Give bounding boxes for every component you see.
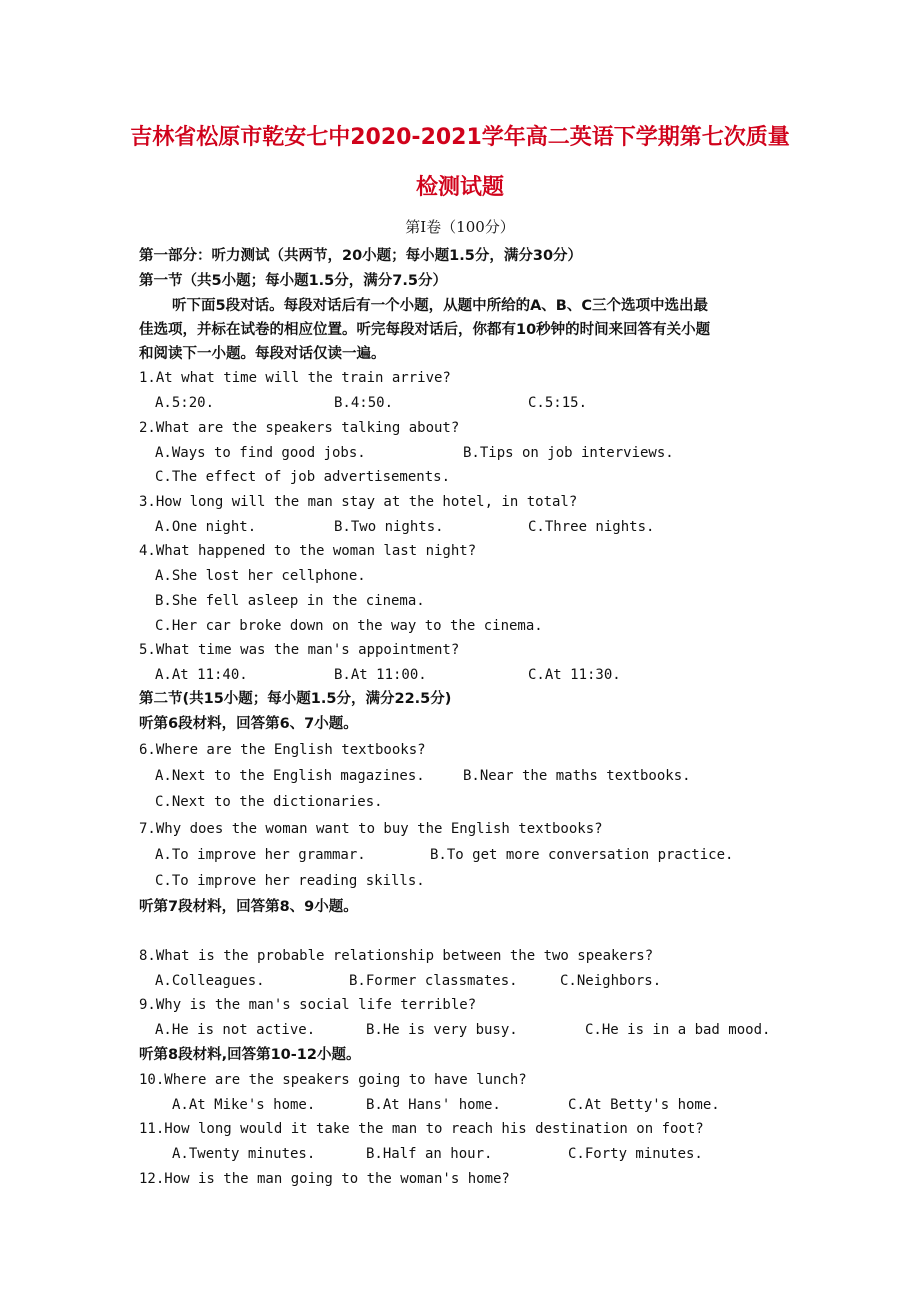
option-c: C.To improve her reading skills. — [155, 873, 425, 889]
instruction-line: 和阅读下一小题。每段对话仅读一遍。 — [139, 346, 386, 362]
instruction-line: 听下面5段对话。每段对话后有一个小题，从题中所给的A、B、C三个选项中选出最 — [172, 298, 709, 314]
option-a: A.Next to the English magazines. — [155, 768, 425, 784]
option-a: A.5:20. — [155, 395, 215, 411]
option-a: A.He is not active. — [155, 1022, 316, 1038]
option-c: C.5:15. — [528, 395, 588, 411]
question-1: 1.At what time will the train arrive? — [139, 370, 451, 386]
option-a: A.At Mike's home. — [172, 1097, 316, 1113]
option-b: B.Tips on job interviews. — [463, 445, 674, 461]
option-a: A.Ways to find good jobs. — [155, 445, 366, 461]
option-a: A.She lost her cellphone. — [155, 568, 366, 584]
material-6-heading: 听第6段材料，回答第6、7小题。 — [139, 716, 358, 732]
option-b: B.To get more conversation practice. — [430, 847, 734, 863]
option-a: A.Colleagues. — [155, 973, 265, 989]
volume-label: 第Ⅰ卷（100分） — [405, 218, 515, 236]
part1-heading: 第一部分：听力测试（共两节，20小题；每小题1.5分，满分30分） — [139, 248, 583, 264]
option-c: C.Forty minutes. — [568, 1146, 703, 1162]
question-7: 7.Why does the woman want to buy the English textbooks? — [139, 821, 603, 837]
option-c: C.Next to the dictionaries. — [155, 794, 383, 810]
option-b: B.Near the maths textbooks. — [463, 768, 691, 784]
option-b: B.He is very busy. — [366, 1022, 518, 1038]
option-c: C.The effect of job advertisements. — [155, 469, 451, 485]
option-c: C.Her car broke down on the way to the cinema. — [155, 618, 543, 634]
question-3: 3.How long will the man stay at the hotel, in total? — [139, 494, 578, 510]
option-b: B.At 11:00. — [334, 667, 427, 683]
option-b: B.Half an hour. — [366, 1146, 493, 1162]
option-c: C.Three nights. — [528, 519, 655, 535]
option-b: B.At Hans' home. — [366, 1097, 501, 1113]
option-b: B.Former classmates. — [349, 973, 518, 989]
option-c: C.Neighbors. — [560, 973, 662, 989]
section1-heading: 第一节（共5小题；每小题1.5分，满分7.5分） — [139, 273, 447, 289]
option-b: B.Two nights. — [334, 519, 444, 535]
question-9: 9.Why is the man's social life terrible? — [139, 997, 477, 1013]
option-b: B.She fell asleep in the cinema. — [155, 593, 425, 609]
option-c: C.At Betty's home. — [568, 1097, 720, 1113]
instruction-line: 佳选项，并标在试卷的相应位置。听完每段对话后，你都有10秒钟的时间来回答有关小题 — [139, 322, 711, 338]
question-8: 8.What is the probable relationship between the two speakers? — [139, 948, 654, 964]
exam-title-line1: 吉林省松原市乾安七中2020-2021学年高二英语下学期第七次质量 — [130, 125, 790, 150]
option-a: A.At 11:40. — [155, 667, 248, 683]
option-a: A.To improve her grammar. — [155, 847, 366, 863]
option-c: C.He is in a bad mood. — [585, 1022, 771, 1038]
question-2: 2.What are the speakers talking about? — [139, 420, 460, 436]
question-6: 6.Where are the English textbooks? — [139, 742, 426, 758]
question-12: 12.How is the man going to the woman's home? — [139, 1171, 510, 1187]
option-b: B.4:50. — [334, 395, 394, 411]
material-7-heading: 听第7段材料，回答第8、9小题。 — [139, 899, 358, 915]
section2-heading: 第二节(共15小题；每小题1.5分，满分22.5分) — [139, 691, 452, 707]
question-5: 5.What time was the man's appointment? — [139, 642, 460, 658]
option-a: A.Twenty minutes. — [172, 1146, 316, 1162]
option-c: C.At 11:30. — [528, 667, 621, 683]
question-4: 4.What happened to the woman last night? — [139, 543, 477, 559]
option-a: A.One night. — [155, 519, 257, 535]
question-10: 10.Where are the speakers going to have lunch? — [139, 1072, 527, 1088]
exam-title-line2: 检测试题 — [415, 175, 504, 200]
question-11: 11.How long would it take the man to reach his destination on foot? — [139, 1121, 704, 1137]
material-8-heading: 听第8段材料,回答第10-12小题。 — [139, 1047, 361, 1063]
